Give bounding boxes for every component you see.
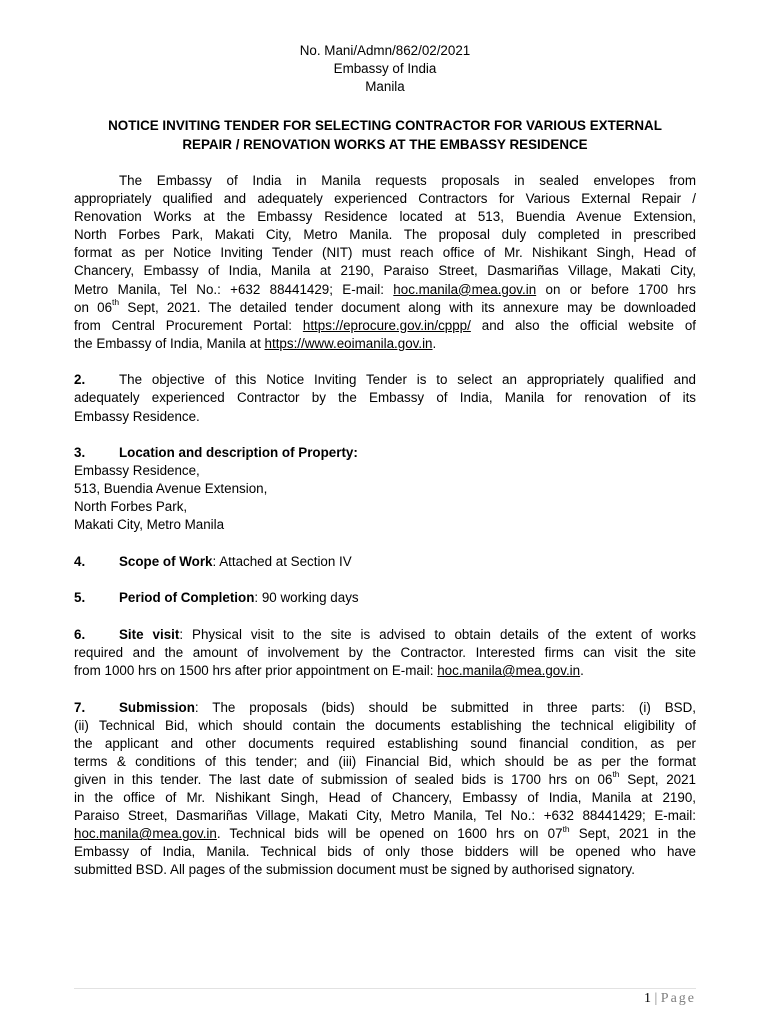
title-line-1: NOTICE INVITING TENDER FOR SELECTING CONTRACTOR FOR VARIOUS EXTERNAL bbox=[108, 118, 662, 133]
page-label: Page bbox=[660, 991, 696, 1006]
email-link[interactable]: hoc.manila@mea.gov.in bbox=[74, 826, 217, 842]
section-number: 7. bbox=[74, 699, 86, 715]
email-link[interactable]: hoc.manila@mea.gov.in bbox=[393, 281, 537, 297]
intro-line: Metro Manila, Tel No.: +632 88441429; E-mail: hoc.manila@mea.gov.in on or before 1700 hrs bbox=[74, 281, 696, 297]
address-line: North Forbes Park, bbox=[74, 499, 188, 515]
intro-line: appropriately qualified and adequately experienced Contractors for Various External Repair / bbox=[74, 191, 696, 207]
address-line: Makati City, Metro Manila bbox=[74, 517, 225, 533]
section-period: 5. Period of Completion: 90 working days bbox=[74, 589, 696, 607]
footer-divider bbox=[74, 988, 696, 989]
page-number: 1 bbox=[643, 991, 651, 1006]
section-label: Submission bbox=[119, 699, 195, 715]
section-number: 4. bbox=[74, 553, 86, 569]
section-submission: 7. Submission: The proposals (bids) should be submitted in three parts: (i) BSD, (ii) Technical Bid, which should contain the documents establishing the technical eligibility of the applicant and other documents required establishing sound financial condition, as per terms & conditions of this tender; and (iii) Financial Bid, which should be as per the format given in this tender. The last date of submission of sealed bids is 1700 hrs on 06th Sept, 2021 in the office of Mr. Nishikant Singh, Head of Chancery, Embassy of India, Manila at 2190, Paraiso Street, Dasmariñas Village, Makati City, Metro Manila, Tel No.: +632 88441429; E-mail: hoc.manila@mea.gov.in. Technical bids will be opened on 1600 hrs on 07th Sept, 2021 in the Embassy of India, Manila. Technical bids of only those bidders will be opened who have submitted BSD. All pages of the submission document must be signed by authorised signatory. bbox=[74, 699, 696, 878]
intro-line: Renovation Works at the Embassy Residence located at 513, Buendia Avenue Extension, bbox=[74, 209, 696, 225]
reference-number: No. Mani/Admn/862/02/2021 bbox=[299, 43, 471, 58]
section-label: Period of Completion bbox=[119, 590, 255, 606]
embassy-website-link[interactable]: https://www.eoimanila.gov.in bbox=[264, 335, 433, 351]
organization-name: Embassy of India bbox=[333, 61, 437, 76]
document-body bbox=[74, 172, 696, 879]
intro-line: on 06th Sept, 2021. The detailed tender document along with its annexure may be downloaded bbox=[74, 297, 696, 315]
section-objective: 2. The objective of this Notice Inviting Tender is to select an appropriately qualified and adequately experienced Contractor by the Embassy of India, Manila for renovation of its Embassy Residence. bbox=[74, 372, 696, 424]
organization-city: Manila bbox=[365, 79, 405, 94]
section-number: 2. bbox=[74, 372, 86, 388]
section-number: 3. bbox=[74, 445, 86, 460]
intro-line: the Embassy of India, Manila at https://www.eoimanila.gov.in. bbox=[74, 335, 437, 351]
section-label: Site visit bbox=[119, 626, 180, 642]
document-header bbox=[0, 42, 770, 96]
intro-line: The Embassy of India in Manila requests proposals in sealed envelopes from bbox=[119, 173, 696, 188]
section-label: Scope of Work bbox=[119, 553, 213, 569]
section-scope: 4. Scope of Work: Attached at Section IV bbox=[74, 553, 696, 571]
notice-title bbox=[60, 117, 710, 154]
intro-paragraph bbox=[74, 172, 696, 353]
page-footer bbox=[644, 991, 696, 1007]
section-location bbox=[74, 444, 696, 534]
title-line-2: REPAIR / RENOVATION WORKS AT THE EMBASSY RESIDENCE bbox=[182, 136, 588, 152]
footer-separator: | bbox=[654, 991, 658, 1006]
address-line: 513, Buendia Avenue Extension, bbox=[74, 481, 268, 497]
section-number: 5. bbox=[74, 590, 86, 606]
section-site-visit: 6. Site visit: Physical visit to the site is advised to obtain details of the extent of works required and the amount of involvement by the Contractor. Interested firms can visit the site from 1000 hrs on 1500 hrs after prior appointment on E-mail: hoc.manila@mea.gov.in. bbox=[74, 626, 696, 679]
section-number: 6. bbox=[74, 626, 86, 642]
intro-line: North Forbes Park, Makati City, Metro Manila. The proposal duly completed in prescribed bbox=[74, 227, 696, 243]
email-link[interactable]: hoc.manila@mea.gov.in bbox=[437, 663, 581, 679]
intro-line: format as per Notice Inviting Tender (NIT) must reach office of Mr. Nishikant Singh, Head of bbox=[74, 245, 696, 261]
address-line: Embassy Residence, bbox=[74, 463, 200, 479]
intro-line: Chancery, Embassy of India, Manila at 2190, Paraiso Street, Dasmariñas Village, Makati City, bbox=[74, 263, 696, 279]
cppp-portal-link[interactable]: https://eprocure.gov.in/cppp/ bbox=[302, 317, 471, 333]
intro-line: from Central Procurement Portal: https://eprocure.gov.in/cppp/ and also the official website of bbox=[74, 317, 696, 333]
section-heading: Location and description of Property: bbox=[119, 445, 358, 460]
